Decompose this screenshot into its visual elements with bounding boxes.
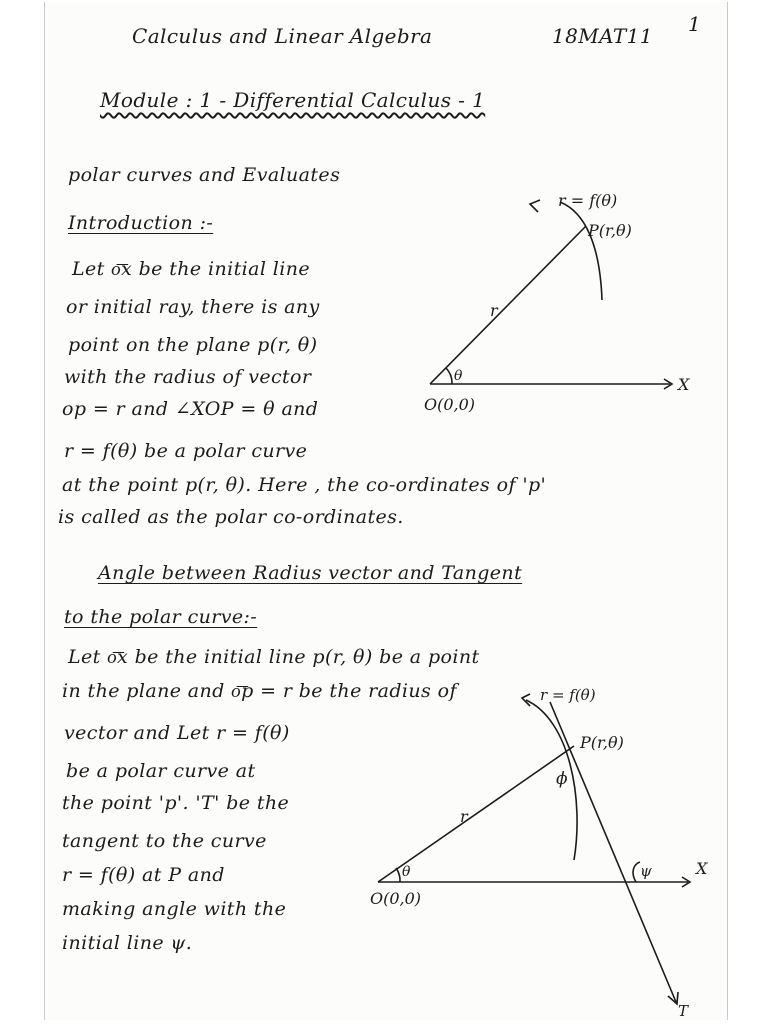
intro-line-7: at the point p(r, θ). Here , the co-ordinates of 'p': [62, 474, 547, 496]
angle-line-9: initial line ψ.: [62, 932, 193, 954]
course-code: 18MAT11: [552, 24, 653, 48]
phi-label: ϕ: [556, 769, 568, 789]
angle-line-2: in the plane and o͞p = r be the radius of: [62, 680, 457, 702]
topic-title: polar curves and Evaluates: [68, 164, 341, 186]
point-p-label: P(r,θ): [580, 733, 624, 752]
introduction-heading: Introduction :-: [68, 212, 214, 234]
angle-line-1: Let o͞x be the initial line p(r, θ) be a point: [68, 646, 480, 668]
intro-line-4: with the radius of vector: [64, 366, 312, 388]
angle-line-5: the point 'p'. 'T' be the: [62, 792, 290, 814]
psi-label: ψ: [640, 862, 652, 880]
intro-line-8: is called as the polar co-ordinates.: [58, 506, 404, 528]
angle-line-4: be a polar curve at: [66, 760, 256, 782]
origin-label: O(0,0): [424, 395, 476, 414]
module-heading: Module : 1 - Differential Calculus - 1: [100, 88, 486, 112]
origin-label: O(0,0): [370, 889, 422, 908]
theta-label: θ: [402, 864, 411, 880]
angle-line-8: making angle with the: [62, 898, 287, 920]
page-title: Calculus and Linear Algebra: [132, 24, 433, 48]
angle-line-7: r = f(θ) at P and: [62, 864, 225, 886]
curve-label: r = f(θ): [540, 686, 596, 704]
angle-line-3: vector and Let r = f(θ): [64, 722, 290, 744]
page-number: 1: [688, 12, 702, 36]
x-axis-label: X: [696, 859, 708, 878]
x-axis-label: X: [678, 375, 690, 394]
intro-line-5: op = r and ∠XOP = θ and: [62, 398, 319, 420]
intro-line-2: or initial ray, there is any: [66, 296, 320, 318]
angle-heading-line-2: to the polar curve:-: [64, 606, 258, 628]
radius-r-label: r: [490, 301, 498, 320]
curve-label: r = f(θ): [558, 191, 618, 210]
point-p-label: P(r,θ): [588, 221, 632, 240]
intro-line-3: point on the plane p(r, θ): [68, 334, 318, 356]
tangent-label: T: [678, 1002, 689, 1020]
radius-r-label: r: [460, 807, 468, 826]
angle-line-6: tangent to the curve: [62, 830, 267, 852]
intro-line-1: Let o͞x be the initial line: [72, 258, 310, 280]
angle-heading-line-1: Angle between Radius vector and Tangent: [98, 562, 523, 584]
theta-label: θ: [454, 368, 463, 384]
intro-line-6: r = f(θ) be a polar curve: [64, 440, 308, 462]
